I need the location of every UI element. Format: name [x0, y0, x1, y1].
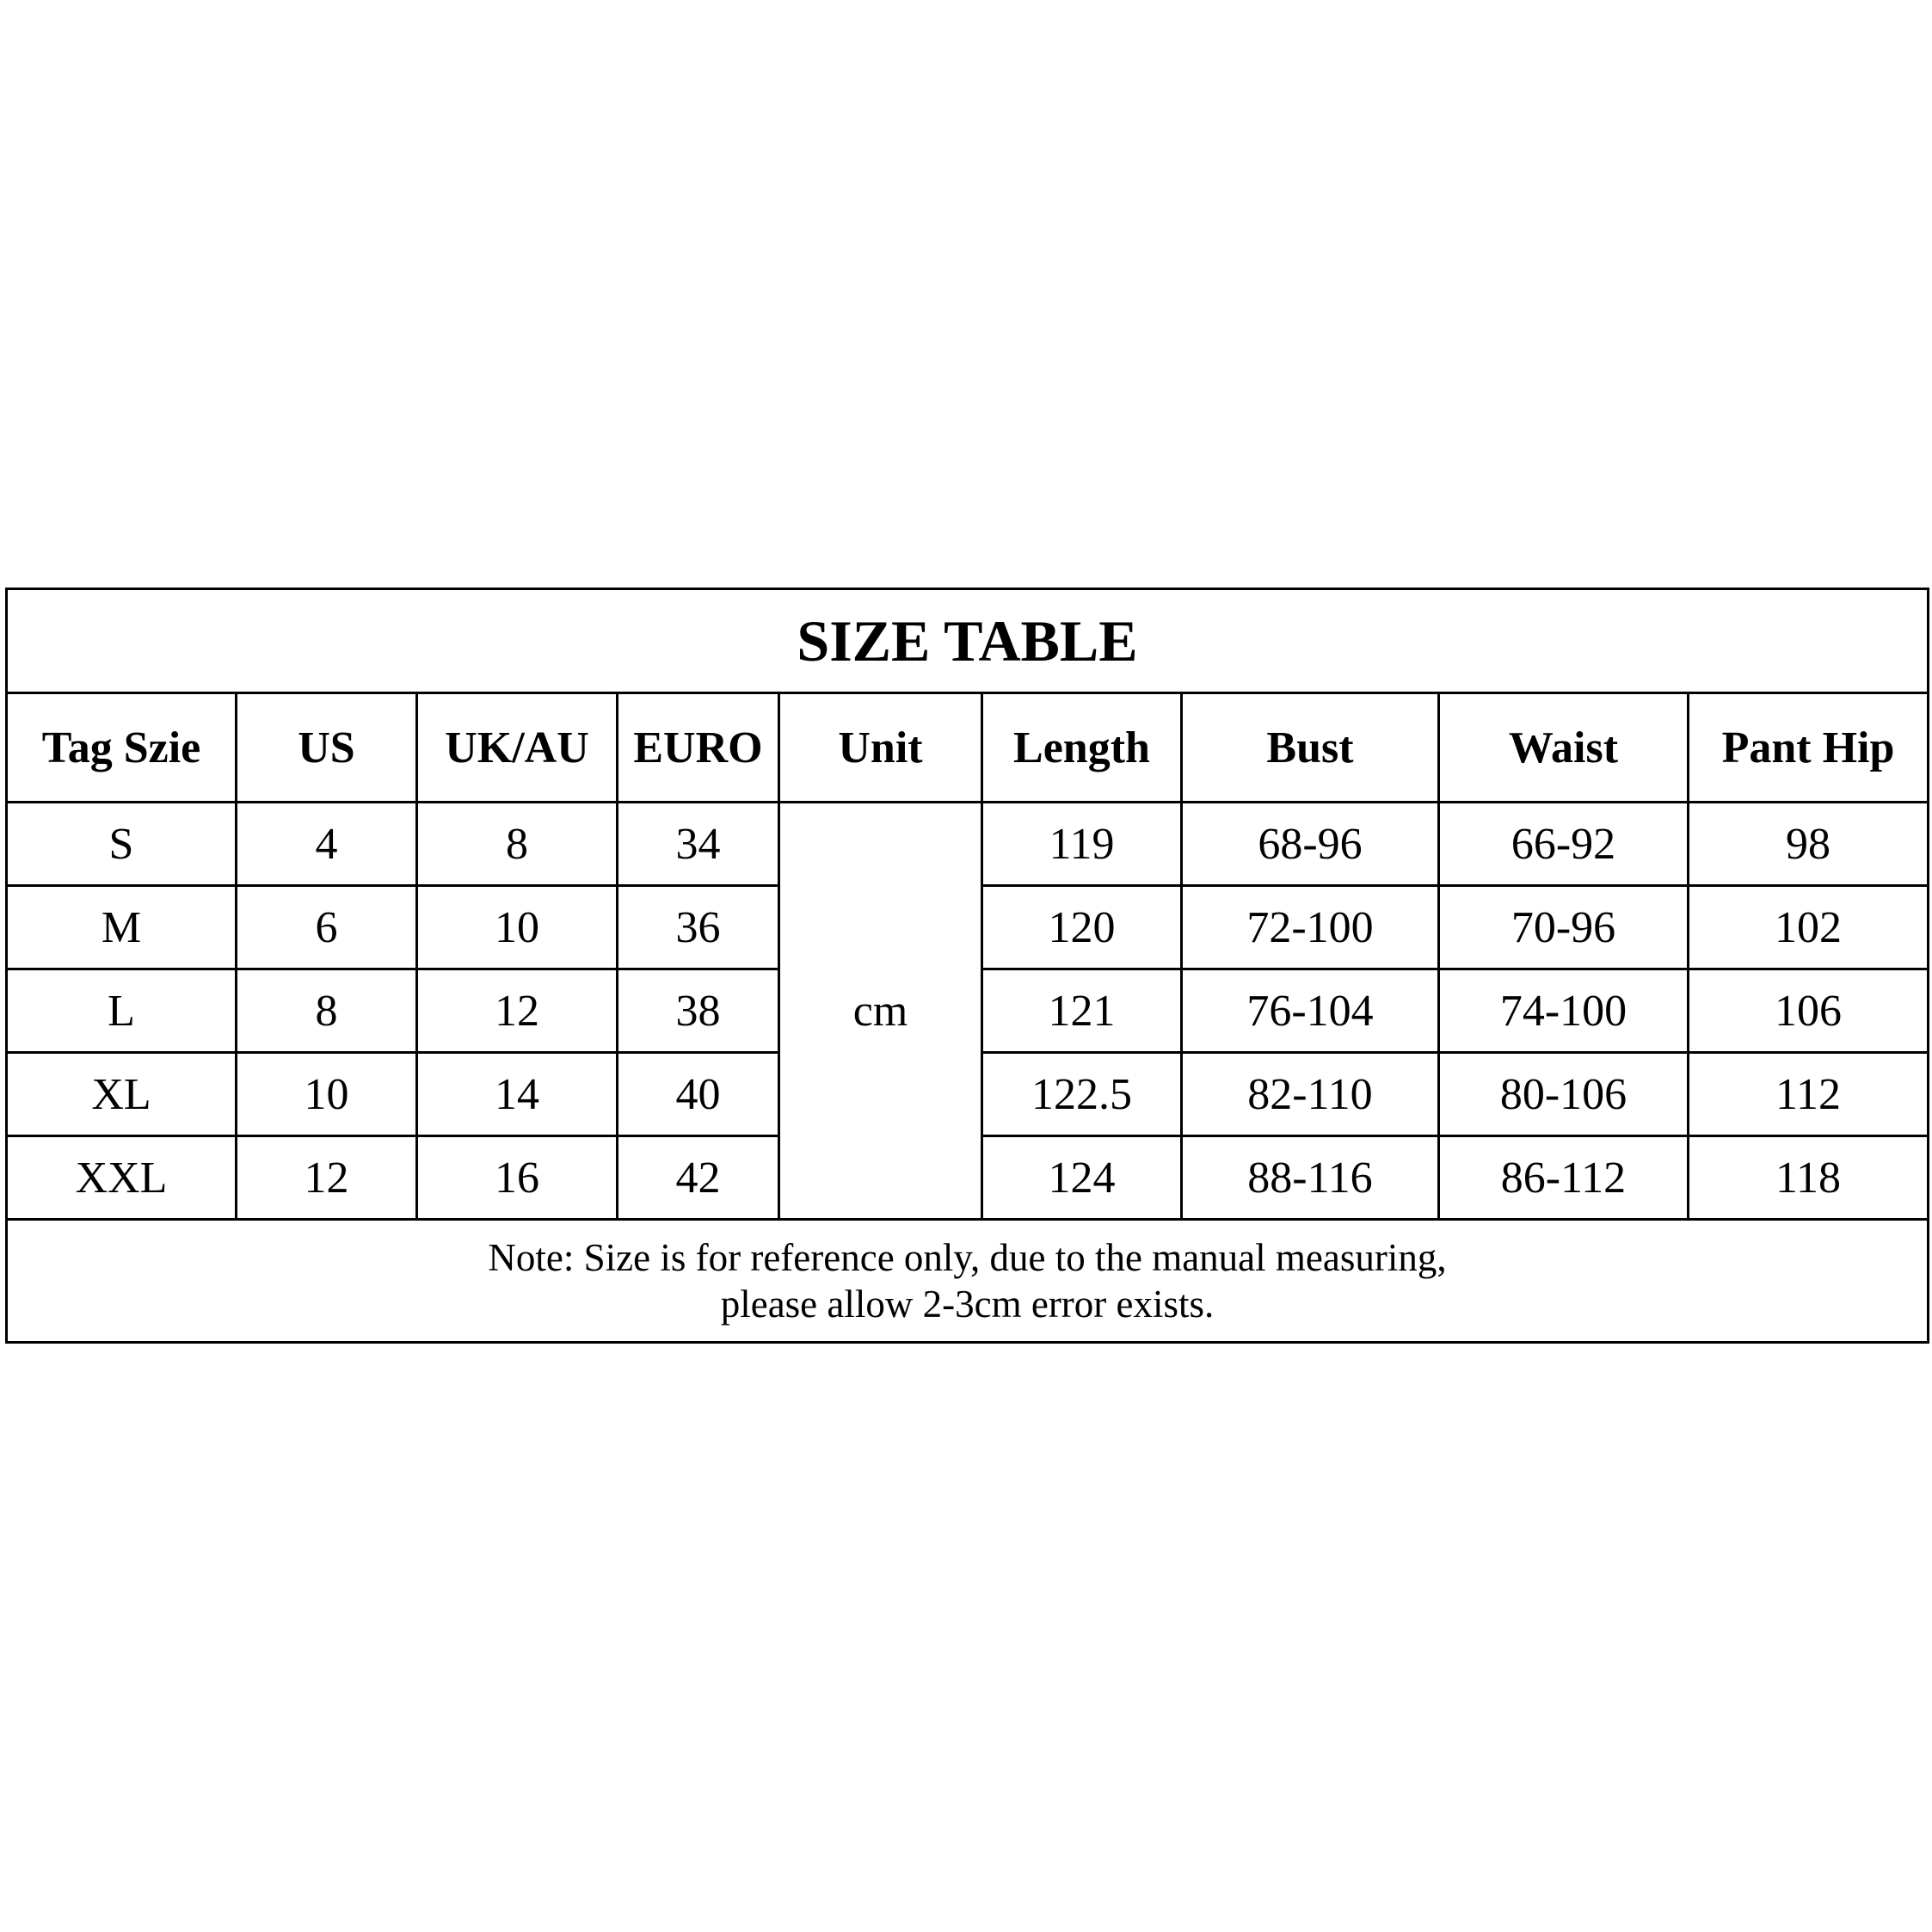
cell-tag-size: XL [7, 1053, 237, 1136]
cell-tag-size: L [7, 969, 237, 1053]
cell-bust: 76-104 [1182, 969, 1439, 1053]
cell-us: 6 [237, 886, 417, 969]
cell-euro: 42 [618, 1136, 779, 1220]
cell-euro: 38 [618, 969, 779, 1053]
cell-uk-au: 16 [417, 1136, 618, 1220]
header-tag-size: Tag Szie [7, 693, 237, 803]
note-row [7, 1220, 1929, 1343]
cell-length: 119 [982, 803, 1182, 886]
cell-us: 4 [237, 803, 417, 886]
cell-uk-au: 10 [417, 886, 618, 969]
cell-length: 122.5 [982, 1053, 1182, 1136]
cell-length: 120 [982, 886, 1182, 969]
cell-us: 12 [237, 1136, 417, 1220]
cell-pant-hip: 102 [1689, 886, 1929, 969]
note-line-2: please allow 2-3cm error exists. [720, 1283, 1215, 1326]
header-unit: Unit [779, 693, 982, 803]
cell-pant-hip: 98 [1689, 803, 1929, 886]
cell-length: 121 [982, 969, 1182, 1053]
table-title: SIZE TABLE [7, 589, 1929, 693]
header-pant-hip: Pant Hip [1689, 693, 1929, 803]
cell-pant-hip: 118 [1689, 1136, 1929, 1220]
header-row [7, 693, 1929, 803]
cell-euro: 34 [618, 803, 779, 886]
header-waist: Waist [1439, 693, 1689, 803]
cell-length: 124 [982, 1136, 1182, 1220]
cell-euro: 36 [618, 886, 779, 969]
cell-waist: 70-96 [1439, 886, 1689, 969]
cell-pant-hip: 112 [1689, 1053, 1929, 1136]
header-uk-au: UK/AU [417, 693, 618, 803]
cell-waist: 86-112 [1439, 1136, 1689, 1220]
size-table [5, 588, 1929, 1344]
cell-waist: 66-92 [1439, 803, 1689, 886]
cell-uk-au: 12 [417, 969, 618, 1053]
title-row [7, 589, 1929, 693]
cell-tag-size: M [7, 886, 237, 969]
note-line-1: Note: Size is for reference only, due to the manual measuring, [488, 1236, 1447, 1279]
header-length: Length [982, 693, 1182, 803]
cell-uk-au: 8 [417, 803, 618, 886]
header-bust: Bust [1182, 693, 1439, 803]
table-row [7, 803, 1929, 886]
cell-uk-au: 14 [417, 1053, 618, 1136]
cell-bust: 88-116 [1182, 1136, 1439, 1220]
cell-tag-size: S [7, 803, 237, 886]
cell-waist: 74-100 [1439, 969, 1689, 1053]
cell-euro: 40 [618, 1053, 779, 1136]
cell-bust: 82-110 [1182, 1053, 1439, 1136]
cell-tag-size: XXL [7, 1136, 237, 1220]
header-us: US [237, 693, 417, 803]
header-euro: EURO [618, 693, 779, 803]
cell-unit: cm [779, 803, 982, 1220]
cell-pant-hip: 106 [1689, 969, 1929, 1053]
cell-bust: 72-100 [1182, 886, 1439, 969]
cell-us: 10 [237, 1053, 417, 1136]
size-note [7, 1220, 1929, 1343]
cell-waist: 80-106 [1439, 1053, 1689, 1136]
cell-bust: 68-96 [1182, 803, 1439, 886]
cell-us: 8 [237, 969, 417, 1053]
